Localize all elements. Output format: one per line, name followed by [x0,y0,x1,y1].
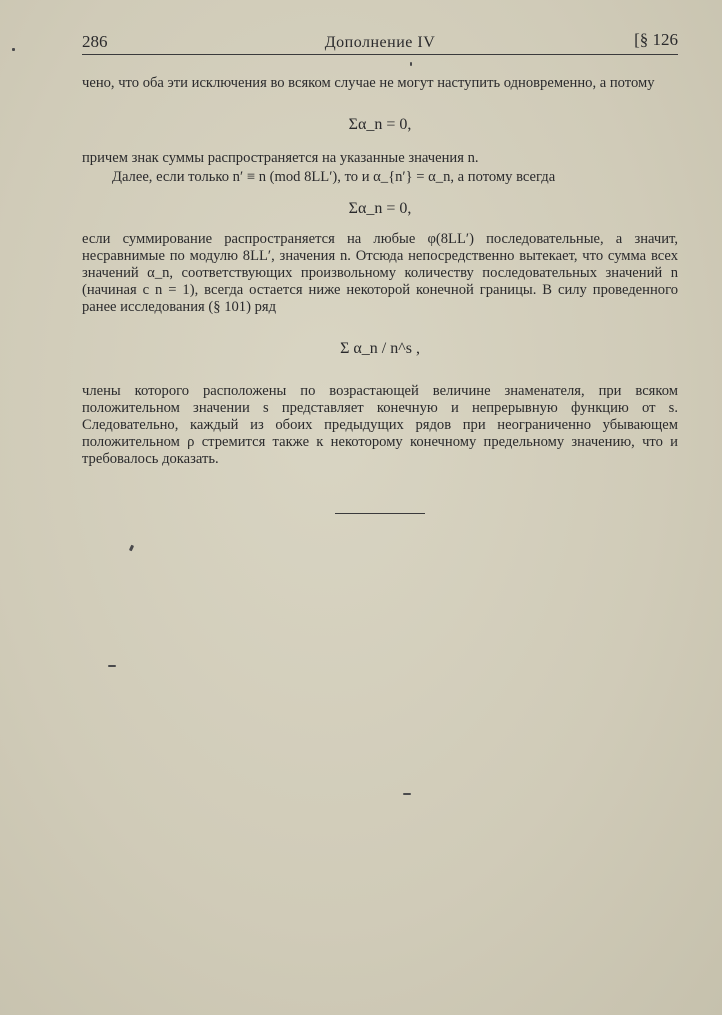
speck-mark [403,793,411,795]
paragraph-4-text: если суммирование распространяется на любые φ(8LL′) последовательные, а значит, несравнимые по модулю 8LL′, значения n. Отсюда непосредственно вытекает, что сумма всех значений α_n, соответствующих произвольному количеству последовательных значений n (начиная с n = 1), всегда остается ниже некоторой конечной границы. В силу проведенного ранее исследования (§ 101) ряд [82,231,678,315]
section-marker: [§ 126 [634,30,678,49]
paragraph-2 [82,150,678,167]
header-rule [82,54,678,55]
paragraph-2-text: причем знак суммы распространяется на указанные значения n. [82,150,479,166]
speck-mark [12,48,15,51]
speck-mark [108,665,116,667]
formula-3 [82,340,678,358]
formula-2-text: Σα_n = 0, [348,200,412,217]
end-rule [335,513,425,514]
paragraph-4 [82,231,678,316]
page-number: 286 [82,32,108,51]
formula-1 [82,116,678,134]
paragraph-5 [82,383,678,468]
running-header [82,30,678,56]
speck-mark [129,545,134,552]
paragraph-1-text: чено, что оба эти исключения во всяком случае не могут наступить одновременно, а потому [82,75,655,91]
paragraph-3 [82,169,678,186]
paragraph-3-text: Далее, если только n′ ≡ n (mod 8LL′), то и α_{n′} = α_n, а потому всегда [112,169,556,185]
running-title: Дополнение IV [324,34,436,51]
formula-2 [82,200,678,218]
paragraph-5-text: члены которого расположены по возрастающей величине знаменателя, при всяком положительном значении s представляет конечную и непрерывную функцию от s. Следовательно, каждый из обоих предыдущих рядов при неограниченно убывающем положительном ρ стремится также к некоторому конечному предельному значению, что и требовалось доказать. [82,383,678,467]
formula-3-text: Σ α_n / n^s , [340,340,420,357]
formula-1-text: Σα_n = 0, [348,116,412,133]
speck-mark [410,62,412,66]
paragraph-1 [82,75,678,92]
